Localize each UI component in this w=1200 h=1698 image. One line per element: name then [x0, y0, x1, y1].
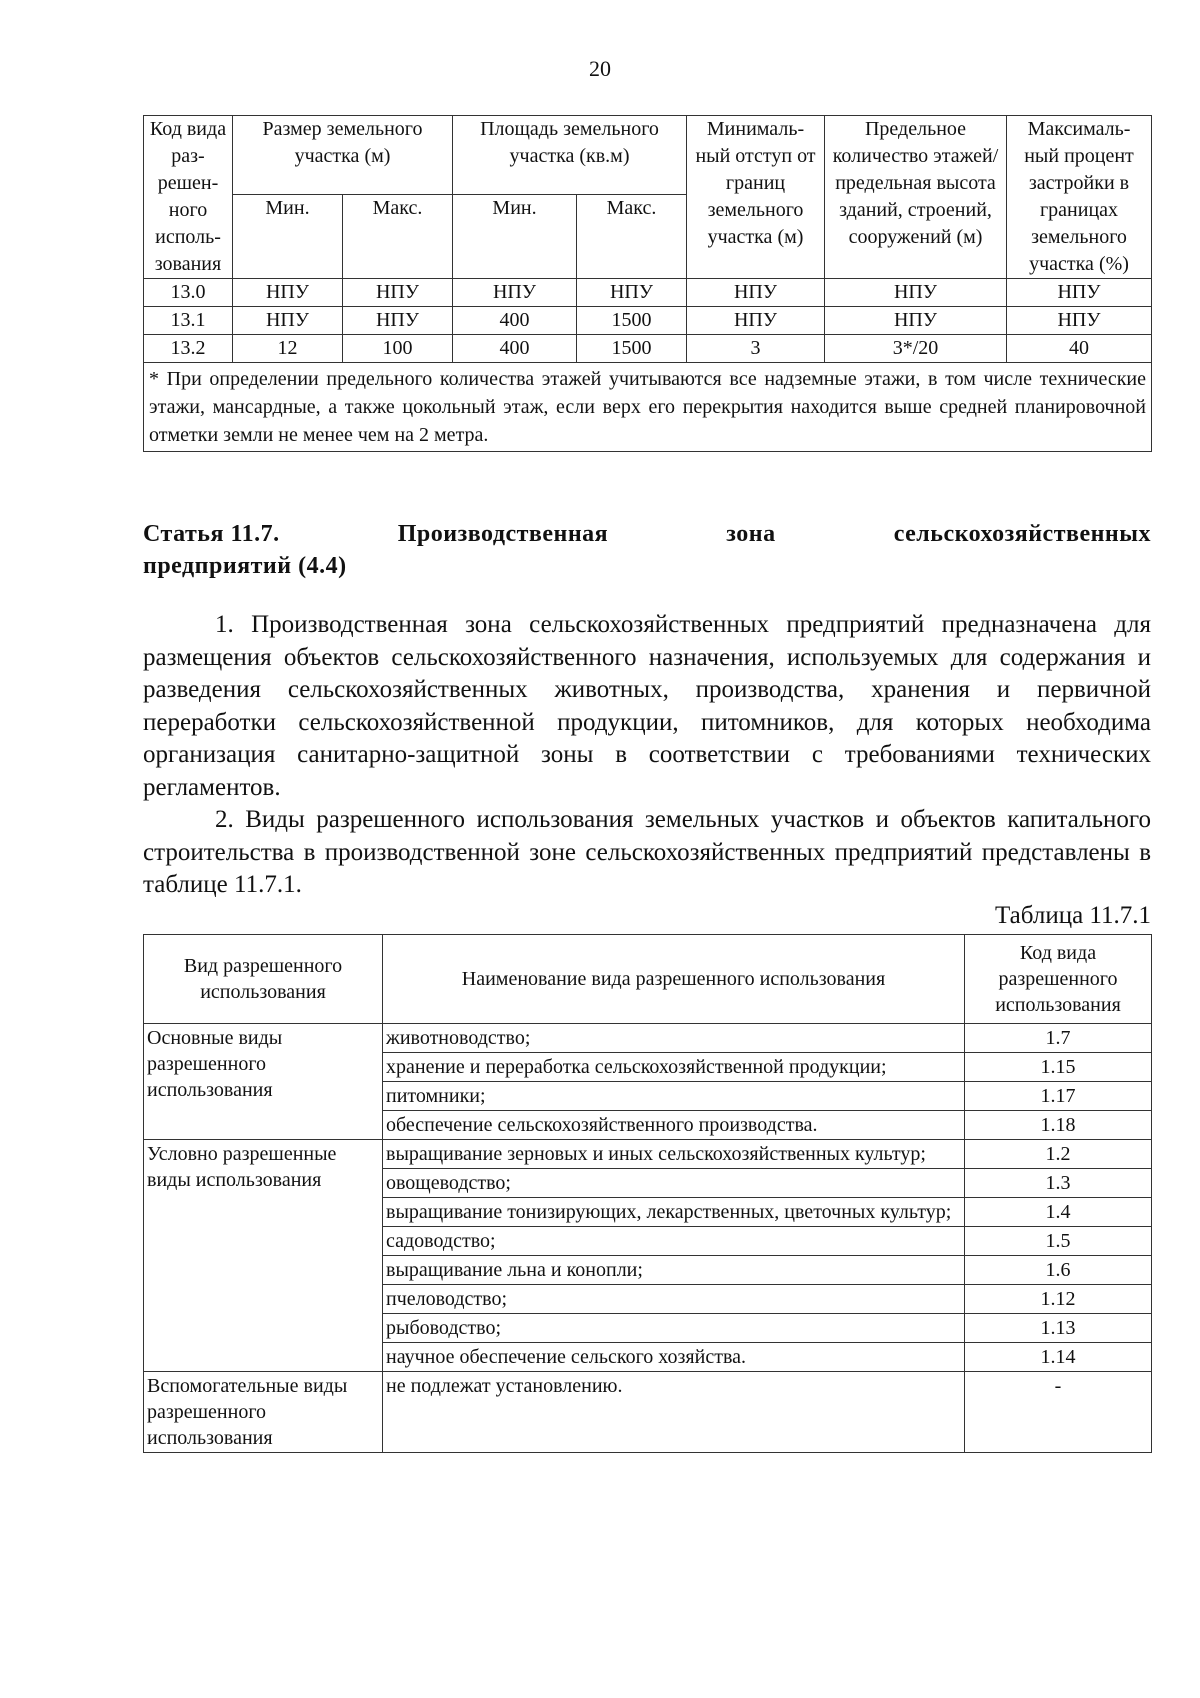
use-code: 1.13	[965, 1314, 1152, 1343]
header-size-max: Макс.	[343, 195, 453, 279]
table-row	[144, 335, 1152, 363]
header-setback: Минималь- ный отступ от границ земельного участка (м)	[687, 116, 825, 279]
use-code: 1.6	[965, 1256, 1152, 1285]
use-group-label: Основные виды разрешенного использования	[144, 1024, 383, 1140]
use-name: рыбоводство;	[383, 1314, 965, 1343]
table-cell: НПУ	[825, 307, 1007, 335]
parameters-table	[143, 115, 1152, 452]
article-title-word: сельскохозяйственных	[893, 521, 1151, 547]
use-code: 1.3	[965, 1169, 1152, 1198]
table-cell: НПУ	[687, 279, 825, 307]
table-cell: 1500	[577, 335, 687, 363]
header-use-kind: Вид разрешенного использования	[144, 935, 383, 1024]
use-code: 1.17	[965, 1082, 1152, 1111]
permitted-uses-table	[143, 934, 1152, 1453]
table-cell: 1500	[577, 307, 687, 335]
header-area-max: Макс.	[577, 195, 687, 279]
use-code: 1.15	[965, 1053, 1152, 1082]
table-cell: 3*/20	[825, 335, 1007, 363]
use-code: 1.7	[965, 1024, 1152, 1053]
table-cell: НПУ	[343, 279, 453, 307]
use-name: выращивание тонизирующих, лекарственных, цветочных культур;	[383, 1198, 965, 1227]
use-name: питомники;	[383, 1082, 965, 1111]
table-caption: Таблица 11.7.1	[995, 902, 1151, 929]
use-name: не подлежат установлению.	[383, 1372, 965, 1453]
use-code: -	[965, 1372, 1152, 1453]
use-group-label: Условно разрешенные виды использования	[144, 1140, 383, 1372]
use-group-label: Вспомогательные виды разрешенного использования	[144, 1372, 383, 1453]
table-cell: НПУ	[233, 279, 343, 307]
table-cell: 13.2	[144, 335, 233, 363]
table-row	[144, 1372, 1152, 1453]
use-name: животноводство;	[383, 1024, 965, 1053]
use-name: научное обеспечение сельского хозяйства.	[383, 1343, 965, 1372]
article-number: Статья 11.7.	[143, 521, 280, 547]
table-cell: 400	[453, 307, 577, 335]
header-size-min: Мин.	[233, 195, 343, 279]
article-title-word: Производственная	[397, 521, 609, 547]
use-name: хранение и переработка сельскохозяйственной продукции;	[383, 1053, 965, 1082]
header-area-min: Мин.	[453, 195, 577, 279]
table-cell: 12	[233, 335, 343, 363]
article-title-word: зона	[726, 521, 776, 547]
table-cell: НПУ	[453, 279, 577, 307]
use-code: 1.5	[965, 1227, 1152, 1256]
table-footnote: * При определении предельного количества этажей учитываются все надземные этажи, в том числе технические этажи, мансардные, а также цокольный этаж, если верх его перекрытия находится выше средней планировочной отметки земли не менее чем на 2 метра.	[144, 363, 1152, 452]
article-heading	[143, 518, 1151, 582]
table-cell: НПУ	[1007, 279, 1152, 307]
table-row	[144, 279, 1152, 307]
table-cell: НПУ	[1007, 307, 1152, 335]
table-row	[144, 1024, 1152, 1053]
use-name: обеспечение сельскохозяйственного производства.	[383, 1111, 965, 1140]
table-cell: 13.1	[144, 307, 233, 335]
use-code: 1.4	[965, 1198, 1152, 1227]
use-name: выращивание зерновых и иных сельскохозяйственных культур;	[383, 1140, 965, 1169]
table-row	[144, 307, 1152, 335]
header-use-name: Наименование вида разрешенного использования	[383, 935, 965, 1024]
use-name: садоводство;	[383, 1227, 965, 1256]
table-cell: 3	[687, 335, 825, 363]
paragraph-purpose: 1. Производственная зона сельскохозяйственных предприятий предназначена для размещения объектов сельскохозяйственного назначения, используемых для содержания и разведения сельскохозяйственных животных, производства, хранения и первичной переработки сельскохозяйственной продукции, питомников, для которых необходима организация санитарно-защитной зоны в соответствии с требованиями технических регламентов.	[143, 611, 1151, 801]
table-cell: НПУ	[233, 307, 343, 335]
table-cell: 40	[1007, 335, 1152, 363]
use-code: 1.14	[965, 1343, 1152, 1372]
table-cell: 13.0	[144, 279, 233, 307]
table-cell: 100	[343, 335, 453, 363]
header-code: Код вида раз- решен- ного исполь- зования	[144, 116, 233, 279]
table-cell: НПУ	[687, 307, 825, 335]
table-cell: НПУ	[577, 279, 687, 307]
use-code: 1.2	[965, 1140, 1152, 1169]
header-coverage: Максималь- ный процент застройки в границах земельного участка (%)	[1007, 116, 1152, 279]
page-number: 20	[589, 56, 611, 81]
table-cell: 400	[453, 335, 577, 363]
header-use-code: Код вида разрешенного использования	[965, 935, 1152, 1024]
table-cell: НПУ	[343, 307, 453, 335]
header-plot-size: Размер земельного участка (м)	[233, 116, 453, 195]
header-plot-area: Площадь земельного участка (кв.м)	[453, 116, 687, 195]
use-code: 1.18	[965, 1111, 1152, 1140]
use-name: овощеводство;	[383, 1169, 965, 1198]
use-name: выращивание льна и конопли;	[383, 1256, 965, 1285]
header-floors: Предельное количество этажей/ предельная высота зданий, строений, сооружений (м)	[825, 116, 1007, 279]
table-cell: НПУ	[825, 279, 1007, 307]
paragraph-uses: 2. Виды разрешенного использования земельных участков и объектов капитального строительства в производственной зоне сельскохозяйственных предприятий представлены в таблице 11.7.1.	[143, 806, 1151, 898]
table-row	[144, 1140, 1152, 1169]
use-code: 1.12	[965, 1285, 1152, 1314]
article-title-line2: предприятий (4.4)	[143, 553, 347, 579]
use-name: пчеловодство;	[383, 1285, 965, 1314]
